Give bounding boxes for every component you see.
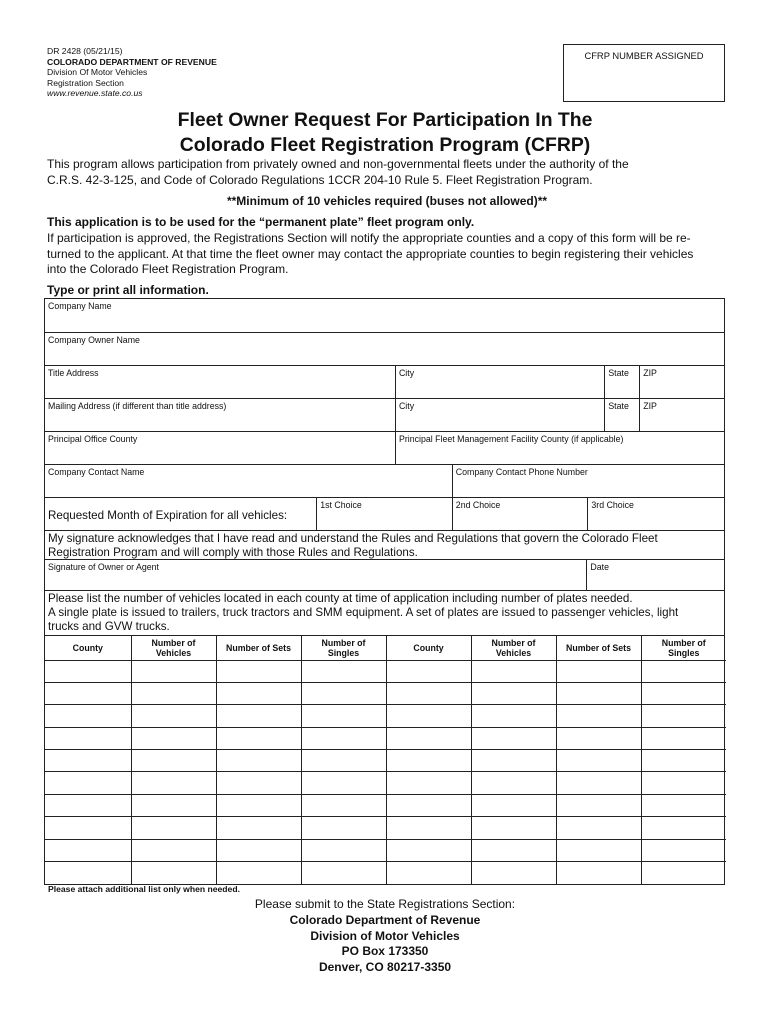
county-entry-cell[interactable] [131, 705, 216, 727]
col-number-of-singles [641, 636, 726, 660]
county-entry-cell[interactable] [216, 705, 301, 727]
approval-text [47, 215, 727, 278]
approval-line-2: turned to the applicant. At that time the fleet owner may contact the appropriate counties to begin registering their vehicles [47, 246, 694, 261]
county-entry-cell[interactable] [556, 839, 641, 861]
county-entry-cell[interactable] [45, 682, 131, 704]
title-zip-label: ZIP [643, 368, 657, 378]
mailing-zip-label: ZIP [643, 401, 657, 411]
county-entry-cell[interactable] [216, 772, 301, 794]
county-entry-cell[interactable] [45, 750, 131, 772]
col-singles-line-1: Number of [321, 637, 366, 648]
county-entry-cell[interactable] [556, 862, 641, 884]
county-entry-cell[interactable] [556, 727, 641, 749]
mailing-address-field[interactable] [45, 399, 395, 431]
signature-field[interactable] [45, 559, 586, 590]
submit-department: Colorado Department of Revenue [289, 912, 481, 927]
county-instructions [45, 591, 724, 635]
county-entry-cell[interactable] [556, 772, 641, 794]
title-state-label: State [608, 368, 629, 378]
county-entry-cell[interactable] [386, 682, 471, 704]
county-entry-cell[interactable] [641, 817, 726, 839]
title-line-2: Colorado Fleet Registration Program (CFRP) [179, 134, 591, 156]
col-number-of-vehicles [131, 636, 216, 660]
county-entry-cell[interactable] [641, 660, 726, 682]
acknowledgement-line-1: My signature acknowledges that I have read and understand the Rules and Regulations that govern the Colorado Fleet [48, 532, 658, 545]
form-header [47, 46, 217, 99]
table-row [45, 839, 726, 861]
county-entry-cell[interactable] [131, 817, 216, 839]
county-entry-cell[interactable] [641, 862, 726, 884]
county-table-header [45, 636, 726, 660]
table-row [45, 750, 726, 772]
table-row [45, 705, 726, 727]
company-contact-name-field[interactable] [45, 465, 452, 497]
mailing-city-label: City [398, 401, 415, 411]
county-entry-cell[interactable] [471, 839, 556, 861]
second-choice-label: 2nd Choice [455, 500, 501, 510]
county-entry-cell[interactable] [641, 727, 726, 749]
company-contact-phone-field[interactable] [452, 465, 724, 497]
table-row [45, 772, 726, 794]
cfrp-number-box[interactable] [563, 44, 725, 102]
requested-month-label: Requested Month of Expiration for all vehicles: [48, 509, 288, 522]
form-id: DR 2428 (05/21/15) [47, 46, 123, 56]
acknowledgement-line-2: Registration Program and will comply with those Rules and Regulations. [48, 545, 418, 559]
col-county: County [45, 636, 131, 660]
submit-city-zip: Denver, CO 80217-3350 [318, 960, 452, 975]
county-instructions-line-2: A single plate is issued to trailers, truck tractors and SMM equipment. A set of plates are issued to passenger vehicles, light [48, 606, 679, 620]
col-number-of-singles [301, 636, 386, 660]
attach-note: Please attach additional list only when needed. [48, 884, 240, 894]
county-entry-cell[interactable] [386, 862, 471, 884]
principal-office-county-label: Principal Office County [48, 434, 138, 444]
county-entry-cell[interactable] [45, 839, 131, 861]
mailing-state-label: State [608, 401, 629, 411]
county-entry-cell[interactable] [641, 682, 726, 704]
first-choice-field[interactable] [316, 498, 452, 530]
table-row [45, 682, 726, 704]
county-entry-cell[interactable] [386, 839, 471, 861]
county-entry-cell[interactable] [301, 660, 386, 682]
county-entry-cell[interactable] [301, 772, 386, 794]
submit-po-box: PO Box 173350 [341, 944, 429, 959]
col-vehicles-line-2: Vehicles [495, 647, 532, 658]
third-choice-label: 3rd Choice [591, 500, 634, 510]
approval-line-1: If participation is approved, the Registrations Section will notify the appropriate counties and a copy of this form will be re- [47, 230, 691, 245]
page-title [0, 108, 770, 158]
application-form [44, 298, 725, 885]
date-field[interactable] [586, 559, 724, 590]
col-number-of-vehicles [471, 636, 556, 660]
county-vehicle-table [45, 636, 726, 884]
col-vehicles-line-1: Number of [151, 637, 196, 648]
signature-acknowledgement [45, 531, 724, 559]
col-singles-line-2: Singles [327, 647, 360, 658]
intro-text [47, 157, 727, 189]
title-address-field[interactable] [45, 366, 395, 398]
county-entry-cell[interactable] [45, 794, 131, 816]
county-entry-cell[interactable] [131, 862, 216, 884]
county-entry-cell[interactable] [471, 660, 556, 682]
cfrp-number-label: CFRP NUMBER ASSIGNED [584, 50, 704, 61]
county-entry-cell[interactable] [45, 817, 131, 839]
col-vehicles-line-1: Number of [491, 637, 536, 648]
company-name-field[interactable] [45, 299, 724, 332]
county-entry-cell[interactable] [386, 817, 471, 839]
approval-line-3: into the Colorado Fleet Registration Program. [47, 262, 289, 277]
company-contact-name-label: Company Contact Name [48, 467, 145, 477]
county-entry-cell[interactable] [556, 682, 641, 704]
third-choice-field[interactable] [587, 498, 724, 530]
col-singles-line-2: Singles [668, 647, 700, 658]
county-entry-cell[interactable] [45, 705, 131, 727]
company-name-label: Company Name [48, 301, 112, 311]
permanent-plate-note: This application is to be used for the “permanent plate” fleet program only. [47, 215, 475, 229]
col-county: County [386, 636, 471, 660]
county-entry-cell[interactable] [45, 772, 131, 794]
county-entry-cell[interactable] [471, 772, 556, 794]
title-line-1: Fleet Owner Request For Participation In The [177, 109, 593, 131]
county-entry-cell[interactable] [641, 794, 726, 816]
intro-line-1: This program allows participation from privately owned and non-governmental fleets under the authority of the [47, 157, 629, 171]
mailing-city-field[interactable] [395, 399, 604, 431]
county-entry-cell[interactable] [641, 750, 726, 772]
title-state-field[interactable] [604, 366, 639, 398]
county-entry-cell[interactable] [131, 794, 216, 816]
county-entry-cell[interactable] [471, 862, 556, 884]
county-entry-cell[interactable] [386, 660, 471, 682]
county-entry-cell[interactable] [301, 682, 386, 704]
county-instructions-line-3: trucks and GVW trucks. [48, 620, 170, 634]
mailing-zip-field[interactable] [639, 399, 724, 431]
county-entry-cell[interactable] [216, 660, 301, 682]
county-entry-cell[interactable] [386, 772, 471, 794]
county-entry-cell[interactable] [471, 794, 556, 816]
col-singles-line-1: Number of [661, 637, 706, 648]
table-row [45, 727, 726, 749]
county-entry-cell[interactable] [386, 727, 471, 749]
signature-label: Signature of Owner or Agent [48, 562, 160, 572]
county-entry-cell[interactable] [131, 660, 216, 682]
county-entry-cell[interactable] [216, 794, 301, 816]
county-entry-cell[interactable] [556, 794, 641, 816]
county-entry-cell[interactable] [556, 817, 641, 839]
col-vehicles-line-2: Vehicles [155, 647, 192, 658]
county-entry-cell[interactable] [301, 862, 386, 884]
county-entry-cell[interactable] [131, 682, 216, 704]
county-entry-cell[interactable] [301, 794, 386, 816]
county-entry-cell[interactable] [471, 682, 556, 704]
title-address-label: Title Address [48, 368, 99, 378]
county-entry-cell[interactable] [131, 727, 216, 749]
county-entry-cell[interactable] [641, 839, 726, 861]
county-entry-cell[interactable] [386, 794, 471, 816]
county-entry-cell[interactable] [301, 727, 386, 749]
county-entry-cell[interactable] [556, 750, 641, 772]
county-entry-cell[interactable] [471, 727, 556, 749]
section-name: Registration Section [47, 77, 124, 88]
submit-address [0, 897, 770, 976]
county-entry-cell[interactable] [471, 817, 556, 839]
first-choice-label: 1st Choice [320, 500, 362, 510]
col-number-of-sets: Number of Sets [556, 636, 641, 660]
website-link[interactable]: www.revenue.state.co.us [47, 88, 143, 99]
county-entry-cell[interactable] [471, 750, 556, 772]
county-entry-cell[interactable] [301, 839, 386, 861]
county-entry-cell[interactable] [216, 817, 301, 839]
type-or-print-note: Type or print all information. [47, 283, 209, 297]
county-entry-cell[interactable] [45, 862, 131, 884]
county-entry-cell[interactable] [131, 772, 216, 794]
mailing-state-field[interactable] [604, 399, 639, 431]
county-entry-cell[interactable] [386, 750, 471, 772]
county-entry-cell[interactable] [216, 750, 301, 772]
table-row [45, 794, 726, 816]
table-row [45, 862, 726, 884]
county-entry-cell[interactable] [301, 705, 386, 727]
county-entry-cell[interactable] [216, 862, 301, 884]
company-owner-name-label: Company Owner Name [48, 335, 140, 345]
principal-office-county-field[interactable] [45, 432, 395, 464]
title-zip-field[interactable] [639, 366, 724, 398]
county-entry-cell[interactable] [216, 839, 301, 861]
county-entry-cell[interactable] [386, 705, 471, 727]
minimum-note: **Minimum of 10 vehicles required (buses not allowed)** [226, 194, 548, 208]
mailing-address-label: Mailing Address (if different than title address) [48, 401, 227, 411]
county-entry-cell[interactable] [641, 772, 726, 794]
company-owner-name-field[interactable] [45, 333, 724, 365]
county-entry-cell[interactable] [216, 727, 301, 749]
county-entry-cell[interactable] [131, 750, 216, 772]
date-label: Date [590, 562, 609, 572]
county-entry-cell[interactable] [471, 705, 556, 727]
second-choice-field[interactable] [452, 498, 588, 530]
department-name: COLORADO DEPARTMENT OF REVENUE [47, 56, 217, 67]
col-number-of-sets: Number of Sets [216, 636, 301, 660]
county-entry-cell[interactable] [45, 660, 131, 682]
county-entry-cell[interactable] [641, 705, 726, 727]
submit-division: Division of Motor Vehicles [310, 928, 460, 943]
title-city-label: City [398, 368, 415, 378]
company-contact-phone-label: Company Contact Phone Number [455, 467, 588, 477]
table-row [45, 817, 726, 839]
county-entry-cell[interactable] [131, 839, 216, 861]
submit-intro: Please submit to the State Registrations Section: [254, 897, 516, 911]
county-entry-cell[interactable] [45, 727, 131, 749]
county-entry-cell[interactable] [216, 682, 301, 704]
county-entry-cell[interactable] [556, 660, 641, 682]
principal-fleet-facility-county-label: Principal Fleet Management Facility County (if applicable) [398, 434, 624, 444]
table-row [45, 660, 726, 682]
county-instructions-line-1: Please list the number of vehicles located in each county at time of application including number of plates needed. [48, 592, 633, 605]
county-entry-cell[interactable] [301, 750, 386, 772]
county-entry-cell[interactable] [301, 817, 386, 839]
title-city-field[interactable] [395, 366, 604, 398]
intro-line-2: C.R.S. 42-3-125, and Code of Colorado Regulations 1CCR 204-10 Rule 5. Fleet Registration Program. [47, 172, 593, 187]
division-name: Division Of Motor Vehicles [47, 67, 148, 78]
county-entry-cell[interactable] [556, 705, 641, 727]
principal-fleet-facility-county-field[interactable] [395, 432, 724, 464]
